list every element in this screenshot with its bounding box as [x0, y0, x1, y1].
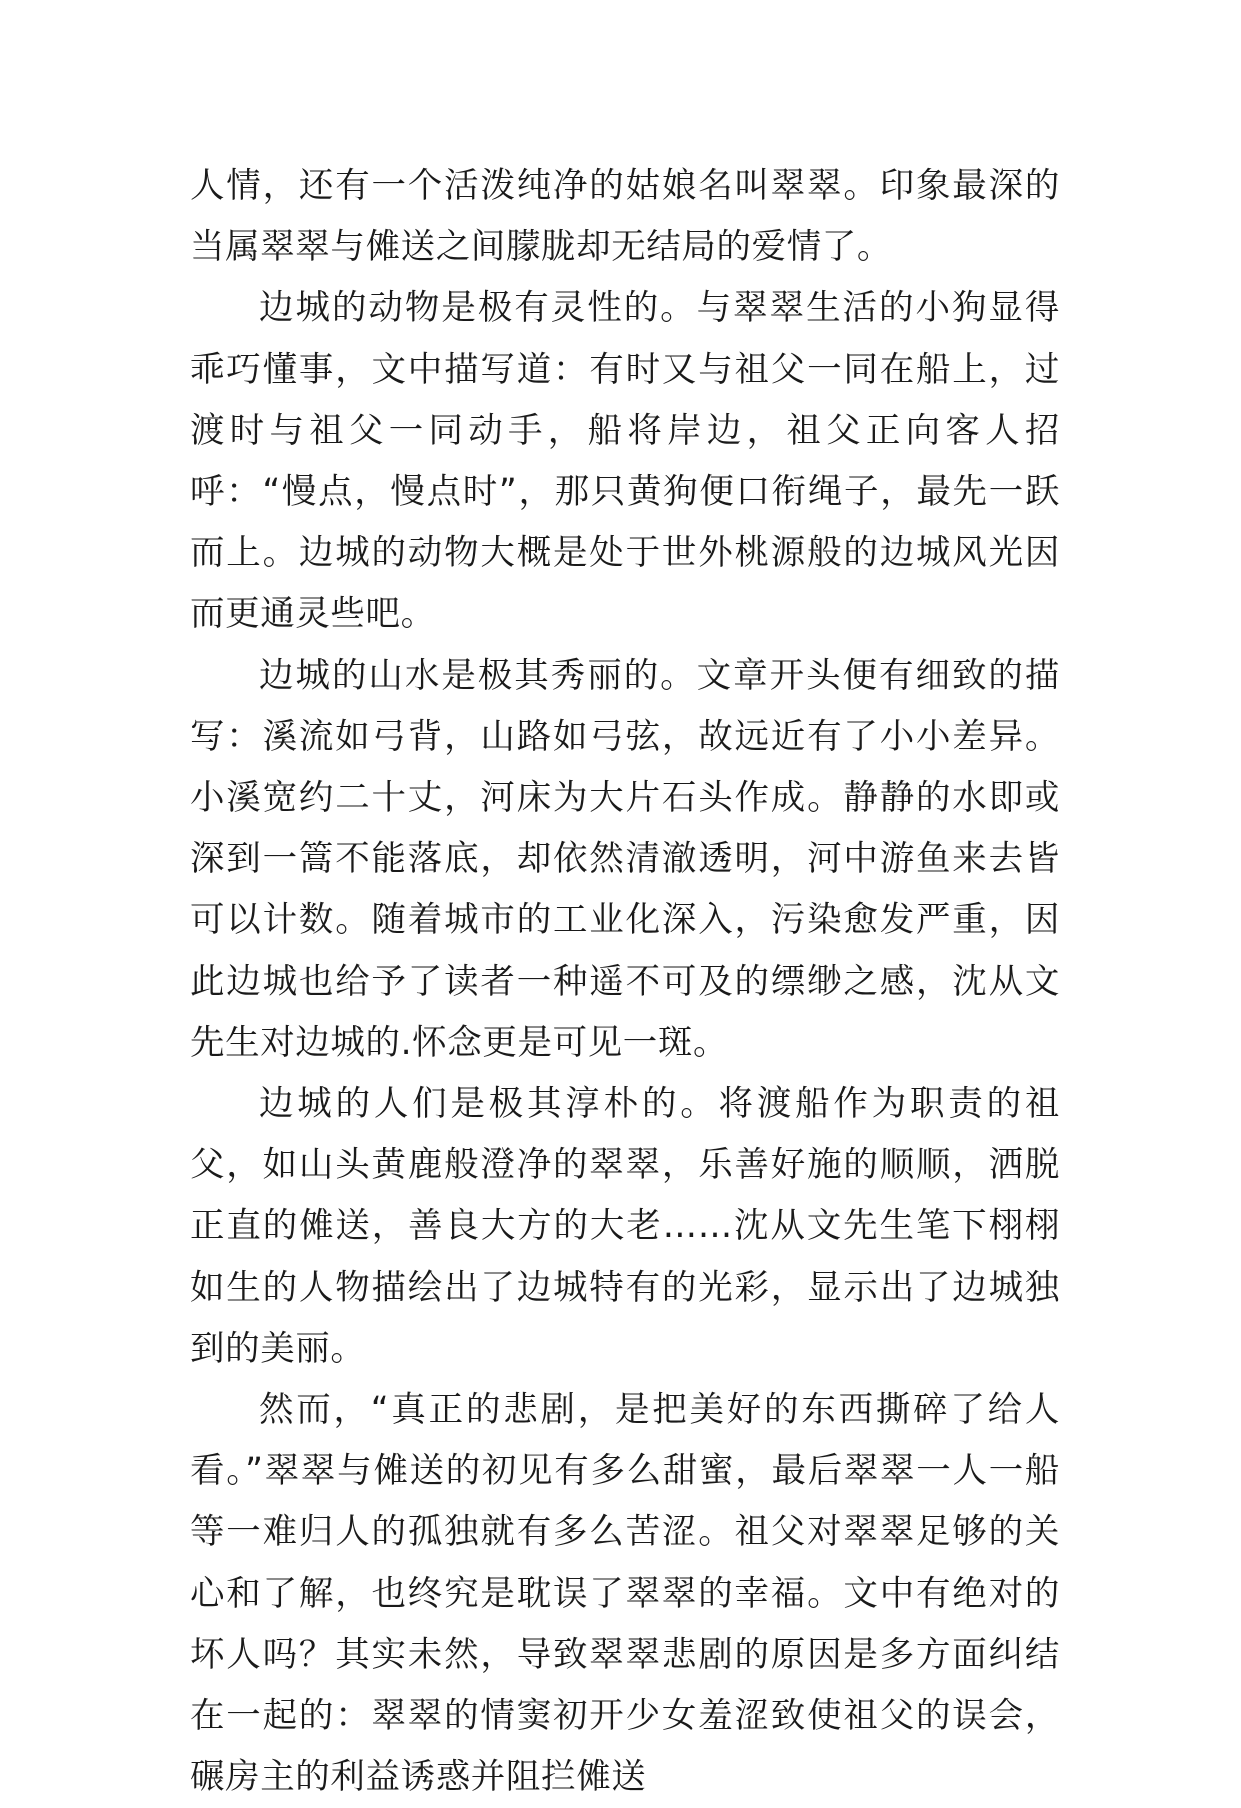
- body-text: [190, 156, 1060, 1808]
- paragraph-4: 边城的人们是极其淳朴的。将渡船作为职责的祖父，如山头黄鹿般澄净的翠翠，乐善好施的顺顺，洒脱正直的傩送，善良大方的大老……沈从文先生笔下栩栩如生的人物描绘出了边城特有的光彩，显示出了边城独到的美丽。: [190, 1084, 1060, 1369]
- paragraph-5: 然而，“真正的悲剧，是把美好的东西撕碎了给人看。”翠翠与傩送的初见有多么甜蜜，最后翠翠一人一船等一难归人的孤独就有多么苦涩。祖父对翠翠足够的关心和了解，也终究是耽误了翠翠的幸福。文中有绝对的坏人吗？其实未然，导致翠翠悲剧的原因是多方面纠结在一起的：翠翠的情窦初开少女羞涩致使祖父的误会，碾房主的利益诱惑并阻拦傩送: [190, 1390, 1060, 1798]
- paragraph-1: 人情，还有一个活泼纯净的姑娘名叫翠翠。印象最深的当属翠翠与傩送之间朦胧却无结局的爱情了。: [190, 166, 1060, 268]
- paragraph-2: 边城的动物是极有灵性的。与翠翠生活的小狗显得乖巧懂事，文中描写道：有时又与祖父一同在船上，过渡时与祖父一同动手，船将岸边，祖父正向客人招呼：“慢点，慢点时”，那只黄狗便口衔绳子，最先一跃而上。边城的动物大概是处于世外桃源般的边城风光因而更通灵些吧。: [190, 288, 1060, 635]
- paragraph-3: 边城的山水是极其秀丽的。文章开头便有细致的描写：溪流如弓背，山路如弓弦，故远近有了小小差异。小溪宽约二十丈，河床为大片石头作成。静静的水即或深到一篙不能落底，却依然清澈透明，河中游鱼来去皆可以计数。随着城市的工业化深入，污染愈发严重，因此边城也给予了读者一种遥不可及的缥缈之感，沈从文先生对边城的.怀念更是可见一斑。: [190, 655, 1060, 1063]
